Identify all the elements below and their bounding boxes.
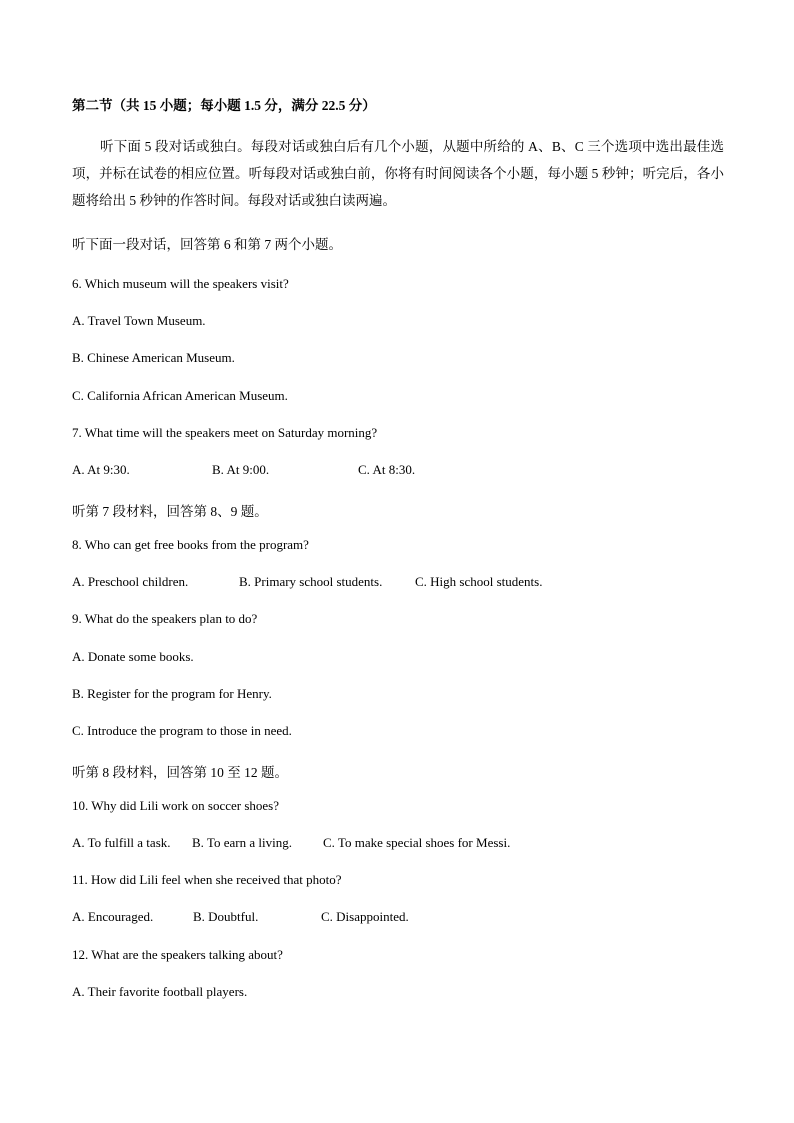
question-9-option-c: C. Introduce the program to those in need. bbox=[72, 723, 292, 738]
question-6-option-c: C. California African American Museum. bbox=[72, 388, 288, 403]
question-8-stem: 8. Who can get free books from the program? bbox=[72, 537, 309, 552]
question-8-option-c: C. High school students. bbox=[415, 574, 543, 589]
question-7-option-c: C. At 8:30. bbox=[358, 462, 416, 477]
question-11-option-c: C. Disappointed. bbox=[321, 909, 409, 924]
dialog-instruction-6: 听下面一段对话，回答第 6 和第 7 两个小题。 bbox=[72, 237, 342, 252]
question-6-option-a: A. Travel Town Museum. bbox=[72, 313, 206, 328]
question-6-stem: 6. Which museum will the speakers visit? bbox=[72, 276, 289, 291]
question-9-option-a: A. Donate some books. bbox=[72, 649, 194, 664]
question-10-option-c: C. To make special shoes for Messi. bbox=[323, 835, 511, 850]
question-7-option-b: B. At 9:00. bbox=[212, 462, 270, 477]
question-11-option-a: A. Encouraged. bbox=[72, 909, 154, 924]
question-12-option-a: A. Their favorite football players. bbox=[72, 984, 248, 999]
question-9-option-b: B. Register for the program for Henry. bbox=[72, 686, 272, 701]
question-8-option-a: A. Preschool children. bbox=[72, 574, 189, 589]
question-12-stem: 12. What are the speakers talking about? bbox=[72, 947, 283, 962]
question-8-option-b: B. Primary school students. bbox=[239, 574, 383, 589]
question-7-stem: 7. What time will the speakers meet on Saturday morning? bbox=[72, 425, 378, 440]
question-10-stem: 10. Why did Lili work on soccer shoes? bbox=[72, 798, 279, 813]
question-7-option-a: A. At 9:30. bbox=[72, 462, 130, 477]
question-9-stem: 9. What do the speakers plan to do? bbox=[72, 611, 258, 626]
question-6-option-b: B. Chinese American Museum. bbox=[72, 350, 235, 365]
material-instruction-8: 听第 8 段材料，回答第 10 至 12 题。 bbox=[72, 765, 288, 780]
question-11-stem: 11. How did Lili feel when she received that photo? bbox=[72, 872, 342, 887]
material-instruction-7: 听第 7 段材料，回答第 8、9 题。 bbox=[72, 504, 268, 519]
section-title: 第二节（共 15 小题；每小题 1.5 分，满分 22.5 分） bbox=[72, 98, 376, 113]
question-10-option-a: A. To fulfill a task. bbox=[72, 835, 171, 850]
question-11-option-b: B. Doubtful. bbox=[193, 909, 259, 924]
section-instructions: 听下面 5 段对话或独白。每段对话或独白后有几个小题，从题中所给的 A、B、C 三个选项中选出最佳选项，并标在试卷的相应位置。听每段对话或独白前，你将有时间阅读各个小题，每小题 5 秒钟；听完后，各小题将给出 5 秒钟的作答时间。每段对话或独白读两遍。 bbox=[72, 139, 724, 208]
question-10-option-b: B. To earn a living. bbox=[192, 835, 292, 850]
